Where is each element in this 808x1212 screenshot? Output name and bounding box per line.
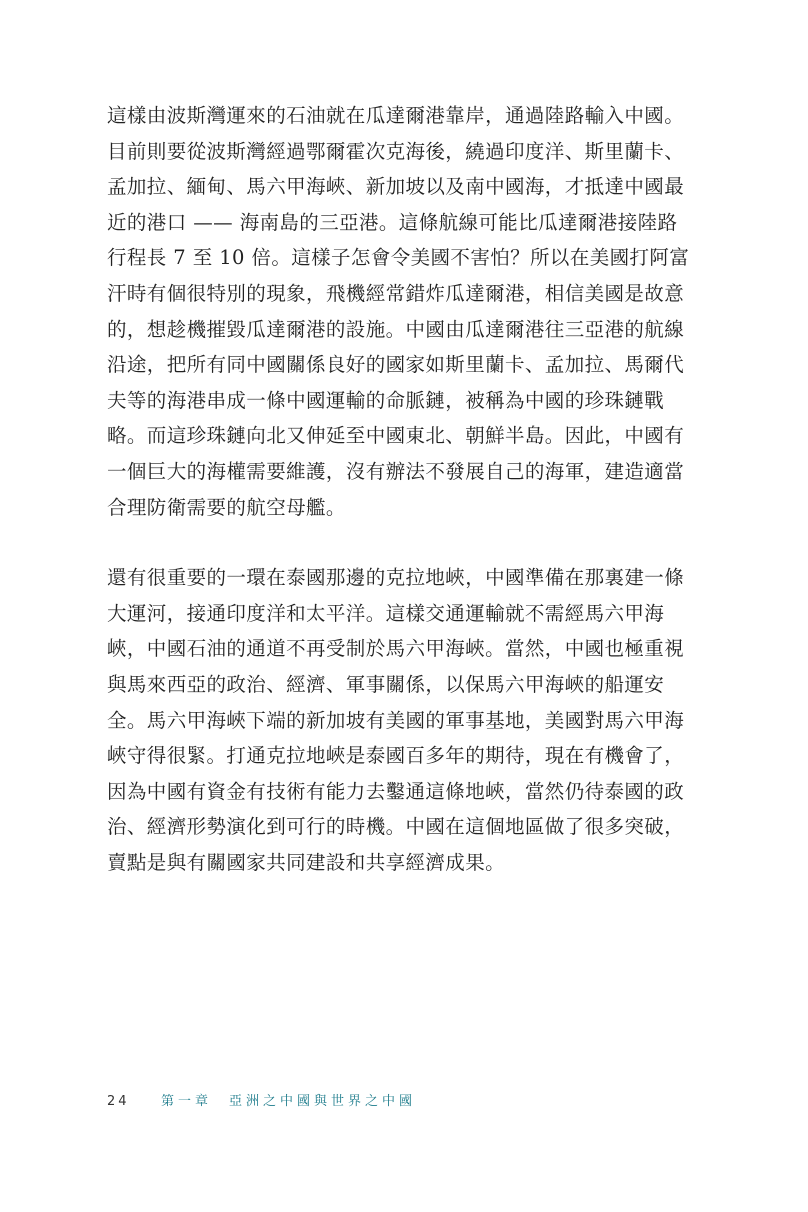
page-number: 24: [107, 1094, 130, 1109]
page-body: [107, 98, 703, 880]
body-paragraph-2: 還有很重要的一環在泰國那邊的克拉地峽，中國準備在那裏建一條 大運河，接通印度洋和太平洋。這樣交通運輸就不需經馬六甲海 峽，中國石油的通道不再受制於馬六甲海峽。當然，中國也極重視 與馬來西亞的政治、經濟、軍事關係，以保馬六甲海峽的船運安 全。馬六甲海峽下端的新加坡有美國的軍事基地，美國對馬六甲海 峽守得很緊。打通克拉地峽是泰國百多年的期待，現在有機會了， 因為中國有資金有技術有能力去鑿通這條地峽，當然仍待泰國的政 治、經濟形勢演化到可行的時機。中國在這個地區做了很多突破， 賣點是與有關國家共同建設和共享經濟成果。: [107, 566, 685, 874]
running-chapter-title: 第一章 亞洲之中國與世界之中國: [161, 1094, 417, 1109]
body-paragraph-1: 這樣由波斯灣運來的石油就在瓜達爾港靠岸，通過陸路輸入中國。 目前則要從波斯灣經過鄂爾霍次克海後，繞過印度洋、斯里蘭卡、 孟加拉、緬甸、馬六甲海峽、新加坡以及南中國海，才抵達中國最 近的港口 —— 海南島的三亞港。這條航線可能比瓜達爾港接陸路 行程長 7 至 10 倍。這樣子怎會令美國不害怕？所以在美國打阿富 汗時有個很特別的現象，飛機經常錯炸瓜達爾港，相信美國是故意 的，想趁機摧毀瓜達爾港的設施。中國由瓜達爾港往三亞港的航線 沿途，把所有同中國關係良好的國家如斯里蘭卡、孟加拉、馬爾代 夫等的海港串成一條中國運輸的命脈鏈，被稱為中國的珍珠鏈戰 略。而這珍珠鏈向北又伸延至中國東北、朝鮮半島。因此，中國有 一個巨大的海權需要維護，沒有辦法不發展自己的海軍，建造適當 合理防衛需要的航空母艦。: [107, 104, 690, 519]
page-footer: [107, 1090, 416, 1109]
